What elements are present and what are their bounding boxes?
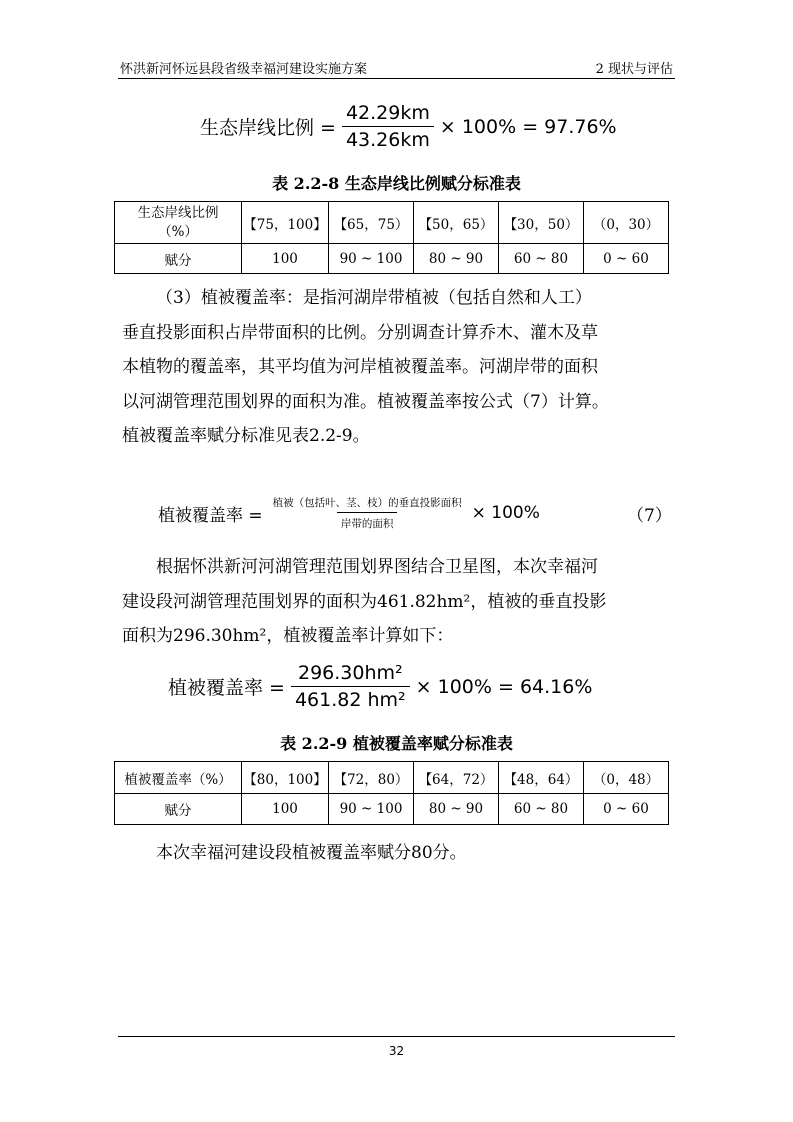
vegetation-coverage-calculation (168, 662, 592, 711)
table-caption: 表 2.2-9 植被覆盖率赋分标准表 (280, 734, 513, 753)
table-cell: 赋分 (115, 794, 242, 825)
page-header (118, 56, 675, 79)
table-cell: 【50，65） (414, 202, 499, 244)
formula-rhs: × 100% = 64.16% (415, 675, 593, 698)
table-cell: 0 ~ 60 (584, 794, 669, 825)
table-cell: 【80，100】 (242, 762, 329, 794)
vegetation-coverage-formula (158, 495, 540, 531)
table-cell: 【64，72） (414, 762, 499, 794)
table-cell: 植被覆盖率（%） (115, 762, 242, 794)
formula-rhs: × 100% (471, 503, 540, 523)
paragraph-line: 建设段河湖管理范围划界的面积为461.82hm²，植被的垂直投影 (122, 591, 607, 612)
page-number: 32 (388, 1044, 405, 1058)
table-cell: 生态岸线比例 （%） (115, 202, 242, 244)
formula-fraction (269, 495, 466, 531)
footer-divider (118, 1036, 675, 1037)
table-row (115, 762, 669, 794)
table-cell: 100 (242, 244, 329, 274)
table-cell: 80 ~ 90 (414, 794, 499, 825)
paragraph-line: （3）植被覆盖率：是指河湖岸带植被（包括自然和人工） (156, 288, 592, 308)
table-caption: 表 2.2-8 生态岸线比例赋分标准表 (272, 174, 521, 193)
equation-number: （7） (627, 506, 672, 526)
table-cell: 0 ~ 60 (584, 244, 669, 274)
table-cell: 【65，75） (329, 202, 414, 244)
table-cell: 【75，100】 (242, 202, 329, 244)
table-cell: 80 ~ 90 (414, 244, 499, 274)
paragraph-line: 本次幸福河建设段植被覆盖率赋分80分。 (156, 843, 467, 863)
table-cell: （0，30） (584, 202, 669, 244)
table-row (115, 244, 669, 274)
vegetation-coverage-score-table (114, 761, 669, 825)
formula-numerator: 植被（包括叶、茎、枝）的垂直投影面积 (272, 497, 462, 509)
paragraph-line: 面积为296.30hm²，植被覆盖率计算如下： (122, 626, 454, 646)
calculation-paragraph (122, 550, 677, 654)
paragraph-line: 以河湖管理范围划界的面积为准。植被覆盖率按公式（7）计算。 (122, 391, 609, 412)
ecological-shoreline-formula (200, 102, 617, 151)
table-cell: 100 (242, 794, 329, 825)
formula-rhs: × 100% = 97.76% (439, 115, 617, 138)
table-cell: 90 ~ 100 (329, 244, 414, 274)
formula-lhs: 植被覆盖率 = (168, 677, 285, 699)
formula-denominator: 461.82 hm² (291, 686, 410, 711)
table-cell: 【30，50） (499, 202, 584, 244)
paragraph-line: 本植物的覆盖率，其平均值为河岸植被覆盖率。河湖岸带的面积 (122, 357, 598, 377)
table-cell: 【48，64） (499, 762, 584, 794)
table-row (115, 202, 669, 244)
table-cell: 赋分 (115, 244, 242, 274)
score-conclusion-paragraph (122, 836, 677, 871)
formula-lhs: 植被覆盖率 = (158, 505, 263, 526)
header-section-title: 2 现状与评估 (595, 62, 673, 77)
table-cell: （0，48） (584, 762, 669, 794)
formula-numerator: 42.29km (345, 102, 430, 124)
formula-fraction (291, 662, 410, 711)
table-cell: 【72，80） (329, 762, 414, 794)
formula-denominator: 岸带的面积 (337, 512, 398, 531)
formula-fraction (342, 102, 434, 151)
formula-denominator: 43.26km (342, 126, 434, 151)
ecological-shoreline-score-table (114, 201, 669, 274)
formula-lhs: 生态岸线比例 = (200, 117, 336, 139)
vegetation-coverage-paragraph (122, 281, 677, 454)
paragraph-line: 根据怀洪新河河湖管理范围划界图结合卫星图，本次幸福河 (156, 557, 598, 577)
formula-numerator: 296.30hm² (297, 662, 403, 684)
table-row (115, 794, 669, 825)
table-cell: 90 ~ 100 (329, 794, 414, 825)
table-cell: 60 ~ 80 (499, 244, 584, 274)
paragraph-line: 垂直投影面积占岸带面积的比例。分别调查计算乔木、灌木及草 (122, 322, 598, 343)
table-cell: 60 ~ 80 (499, 794, 584, 825)
header-document-title: 怀洪新河怀远县段省级幸福河建设实施方案 (120, 62, 368, 77)
paragraph-line: 植被覆盖率赋分标准见表2.2-9。 (122, 426, 370, 446)
